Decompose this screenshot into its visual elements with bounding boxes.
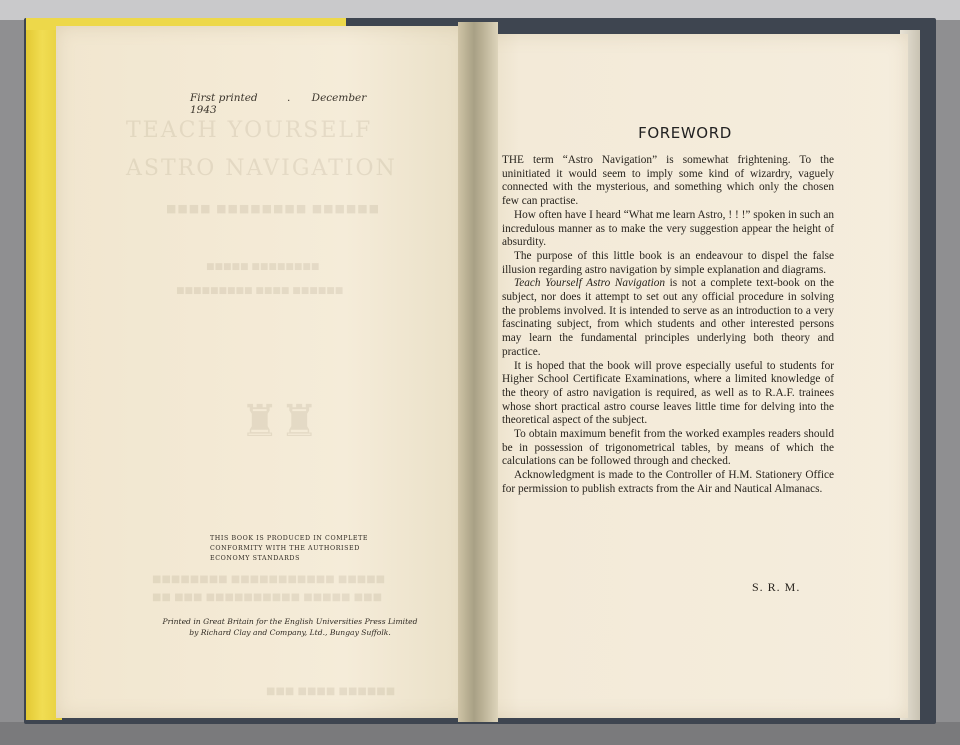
first-printed-line — [190, 92, 390, 116]
scan-background-top — [0, 0, 960, 20]
imprint-line-2: by Richard Clay and Company, Ltd., Bungay Suffolk. — [189, 628, 391, 637]
scan-background-bottom — [0, 722, 960, 745]
foreword-paragraph-text: is not a complete text-book on the subject, nor does it attempt to set out any official procedure in solving the problems involved. It is intended to serve as an introduction to a very fascinating subject, from which students and other interested persons may learn the fundamental principles underlying both theory and practice. — [502, 277, 835, 358]
imprint-line-1: Printed in Great Britain for the English Universities Press Limited — [162, 617, 418, 626]
foreword-paragraph: To obtain maximum benefit from the worked examples readers should be in possession of trigonometrical tables, by means of which the calculations can be followed through and checked. — [502, 428, 834, 468]
foreword-body — [502, 154, 834, 497]
first-printed-label: First printed — [190, 92, 258, 104]
foreword-paragraph: Acknowledgment is made to the Controller of H.M. Stationery Office for permission to publish extracts from the Air and Nautical Almanacs. — [502, 469, 834, 495]
foreword-paragraph: THE term “Astro Navigation” is somewhat frightening. To the uninitiated it would seem to imply some kind of wizardry, vaguely connected with the mysterious, and something which only the chosen few can practise. — [502, 154, 834, 208]
show-through-emblem: ♜♜ — [240, 396, 319, 447]
foreword-paragraph: How often have I heard “What me learn Astro, ! ! !” spoken in such an incredulous manner as to make the very suggestion appear the height of absurdity. — [502, 208, 834, 249]
author-initials: S. R. M. — [752, 580, 801, 594]
foreword-paragraph: It is hoped that the book will prove especially useful to students for Higher School Certificate Examinations, where a limited knowledge of the theory of astro navigation is required, as well as to R.A.F. trainees whose short practical astro course leaves little time for delving into the theoretical aspect of the subject. — [502, 359, 834, 427]
book-title-italic: Teach Yourself Astro Navigation — [514, 277, 666, 290]
print-date: December 1943 — [190, 92, 367, 116]
show-through-text: ■■■■■■■■■ ■■■■ ■■■■■■ — [176, 286, 344, 296]
foreword-title: FOREWORD — [638, 124, 732, 142]
show-through-text: ■■■ ■■■■ ■■■■■■ — [266, 686, 396, 697]
show-through-text: ■■■■■ ■■■■■■■■ — [206, 262, 320, 272]
printer-imprint — [150, 616, 430, 638]
foreword-paragraph: The purpose of this little book is an endeavour to dispel the false illusion regarding astro navigation by simple explanation and diagrams. — [502, 249, 834, 276]
show-through-text: ■■■■■■■■ ■■■■■■■■■■■ ■■■■■ — [152, 574, 386, 585]
show-through-text: ■■■■ ■■■■■■■■ ■■■■■■ — [166, 202, 381, 215]
foreword-paragraph — [502, 277, 834, 359]
left-page — [56, 26, 470, 718]
economy-standards-notice: THIS BOOK IS PRODUCED IN COMPLETE CONFORMITY WITH THE AUTHORISED ECONOMY STANDARDS — [210, 535, 369, 562]
show-through-text: TEACH YOURSELF — [126, 118, 373, 143]
show-through-text: ■■ ■■■ ■■■■■■■■■■ ■■■■■ ■■■ — [152, 592, 383, 603]
show-through-text: ASTRO NAVIGATION — [126, 156, 397, 181]
separator: . — [286, 92, 291, 104]
